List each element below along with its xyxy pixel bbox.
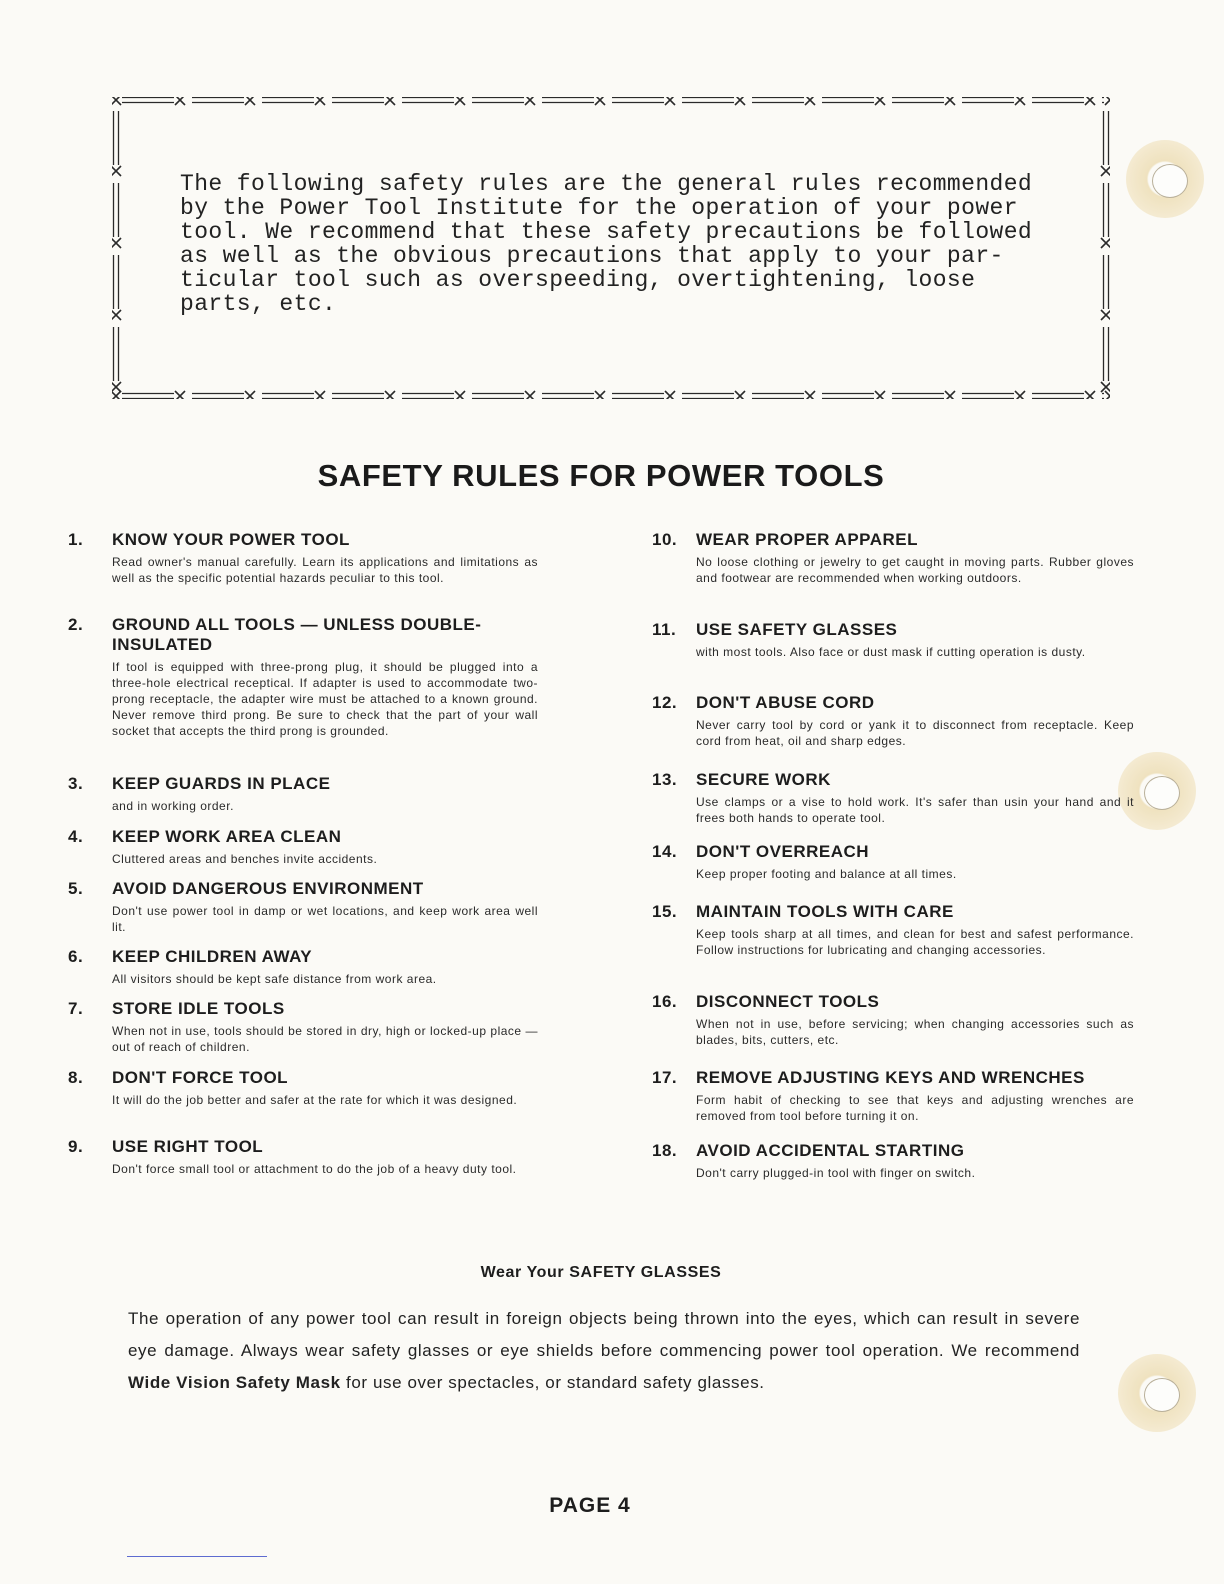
rule-number: 11. xyxy=(652,620,677,639)
rule-text: Don't use power tool in damp or wet locations, and keep work area well lit. xyxy=(112,904,538,934)
rule-heading: SECURE WORK xyxy=(696,770,831,789)
safety-rule xyxy=(652,992,1134,1048)
safety-rule xyxy=(68,774,538,814)
rule-text: No loose clothing or jewelry to get caught in moving parts. Rubber gloves and footwear are recommended when working outdoors. xyxy=(696,555,1134,585)
safety-rule xyxy=(652,530,1134,586)
rule-heading: USE SAFETY GLASSES xyxy=(696,620,898,639)
rule-number: 5. xyxy=(68,879,84,898)
intro-line: as well as the obvious precautions that apply to your par- xyxy=(180,243,1004,269)
rule-heading: DISCONNECT TOOLS xyxy=(696,992,880,1011)
rule-heading: REMOVE ADJUSTING KEYS AND WRENCHES xyxy=(696,1068,1085,1087)
rule-heading: STORE IDLE TOOLS xyxy=(112,999,285,1018)
rule-text: When not in use, tools should be stored in dry, high or locked-up place — out of reach of children. xyxy=(112,1024,538,1054)
rule-heading: DON'T ABUSE CORD xyxy=(696,693,875,712)
rule-number: 8. xyxy=(68,1068,84,1087)
safety-rule xyxy=(68,999,538,1055)
glasses-text-before: The operation of any power tool can result in foreign objects being thrown into the eyes, which can result in severe eye damage. Always wear safety glasses or eye shields before commencing power tool operation. We recommend xyxy=(128,1309,1080,1360)
safety-rule xyxy=(68,827,538,867)
rule-heading: DON'T FORCE TOOL xyxy=(112,1068,289,1087)
rule-heading: KEEP WORK AREA CLEAN xyxy=(112,827,342,846)
safety-glasses-heading: Wear Your SAFETY GLASSES xyxy=(480,1264,722,1281)
rule-text: Don't force small tool or attachment to do the job of a heavy duty tool. xyxy=(112,1162,517,1176)
rule-number: 1. xyxy=(68,530,84,549)
rule-heading: KNOW YOUR POWER TOOL xyxy=(112,530,350,549)
safety-rule xyxy=(68,530,538,586)
rule-number: 15. xyxy=(652,902,678,921)
rule-number: 9. xyxy=(68,1137,84,1156)
rule-heading: USE RIGHT TOOL xyxy=(112,1137,264,1156)
rule-text: When not in use, before servicing; when changing accessories such as blades, bits, cutters, etc. xyxy=(696,1017,1134,1047)
rule-text: with most tools. Also face or dust mask if cutting operation is dusty. xyxy=(696,645,1086,659)
rule-text: All visitors should be kept safe distance from work area. xyxy=(112,972,437,986)
rule-text: Never carry tool by cord or yank it to disconnect from receptacle. Keep cord from heat, oil and sharp edges. xyxy=(696,718,1134,748)
safety-rule xyxy=(652,770,1134,826)
rule-text: Don't carry plugged-in tool with finger on switch. xyxy=(696,1166,976,1180)
safety-rule xyxy=(68,879,538,935)
rule-number: 18. xyxy=(652,1141,678,1160)
rule-heading: GROUND ALL TOOLS — UNLESS DOUBLE-INSULATED xyxy=(112,615,482,654)
rule-number: 3. xyxy=(68,774,84,793)
safety-glasses-paragraph xyxy=(128,1303,1080,1399)
intro-line: The following safety rules are the general rules recommended xyxy=(180,171,1033,197)
rule-number: 6. xyxy=(68,947,84,966)
safety-rule xyxy=(652,693,1134,749)
rule-heading: MAINTAIN TOOLS WITH CARE xyxy=(696,902,954,921)
rule-heading: AVOID ACCIDENTAL STARTING xyxy=(696,1141,965,1160)
rule-text: and in working order. xyxy=(112,799,234,813)
rule-heading: AVOID DANGEROUS ENVIRONMENT xyxy=(112,879,424,898)
rule-text: Keep tools sharp at all times, and clean for best and safest performance. Follow instructions for lubricating and changing accessories. xyxy=(696,927,1134,957)
rule-text: Keep proper footing and balance at all times. xyxy=(696,867,957,881)
footer-rule xyxy=(127,1556,267,1557)
intro-line: tool. We recommend that these safety precautions be followed xyxy=(180,219,1033,245)
safety-rule xyxy=(68,615,538,739)
rule-number: 7. xyxy=(68,999,84,1018)
intro-text xyxy=(180,172,1060,316)
rule-text: Cluttered areas and benches invite accidents. xyxy=(112,852,378,866)
rule-text: It will do the job better and safer at the rate for which it was designed. xyxy=(112,1093,518,1107)
safety-rule xyxy=(68,1137,538,1177)
safety-rule xyxy=(68,1068,538,1108)
punch-hole-bottom xyxy=(1118,1354,1196,1432)
safety-rule xyxy=(652,620,1134,660)
rule-heading: KEEP GUARDS IN PLACE xyxy=(112,774,331,793)
rule-number: 12. xyxy=(652,693,678,712)
rule-number: 4. xyxy=(68,827,84,846)
punch-hole-top xyxy=(1126,140,1204,218)
rule-number: 14. xyxy=(652,842,678,861)
safety-rule xyxy=(68,947,538,987)
page-number: PAGE 4 xyxy=(549,1494,631,1517)
safety-rule xyxy=(652,902,1134,958)
rule-heading: WEAR PROPER APPAREL xyxy=(696,530,919,549)
rule-text: Read owner's manual carefully. Learn its applications and limitations as well as the specific potential hazards peculiar to this tool. xyxy=(112,555,538,585)
rule-heading: KEEP CHILDREN AWAY xyxy=(112,947,313,966)
intro-line: by the Power Tool Institute for the operation of your power xyxy=(180,195,1018,221)
safety-rule xyxy=(652,1068,1134,1124)
rule-number: 2. xyxy=(68,615,84,634)
rule-heading: DON'T OVERREACH xyxy=(696,842,870,861)
rule-number: 13. xyxy=(652,770,678,789)
safety-rule xyxy=(652,1141,1134,1181)
rule-text: If tool is equipped with three-prong plug, it should be plugged into a three-hole electrical receptical. If adapter is used to accommodate two-prong receptacle, the adapter wire must be attached to a known ground. Never remove third prong. Be sure to check that the part of your wall socket that accepts the third prong is grounded. xyxy=(112,660,538,738)
intro-line: parts, etc. xyxy=(180,291,337,317)
rule-text: Form habit of checking to see that keys and adjusting wrenches are removed from tool before turning it on. xyxy=(696,1093,1134,1123)
intro-line: ticular tool such as overspeeding, overtightening, loose xyxy=(180,267,976,293)
glasses-emphasis: Wide Vision Safety Mask xyxy=(128,1373,341,1392)
rule-number: 17. xyxy=(652,1068,678,1087)
glasses-text-after: for use over spectacles, or standard safety glasses. xyxy=(340,1373,765,1392)
rule-number: 10. xyxy=(652,530,678,549)
page-title: SAFETY RULES FOR POWER TOOLS xyxy=(317,458,885,493)
rule-text: Use clamps or a vise to hold work. It's safer than usin your hand and it frees both hands to operate tool. xyxy=(696,795,1134,825)
rule-number: 16. xyxy=(652,992,678,1011)
safety-rule xyxy=(652,842,1134,882)
